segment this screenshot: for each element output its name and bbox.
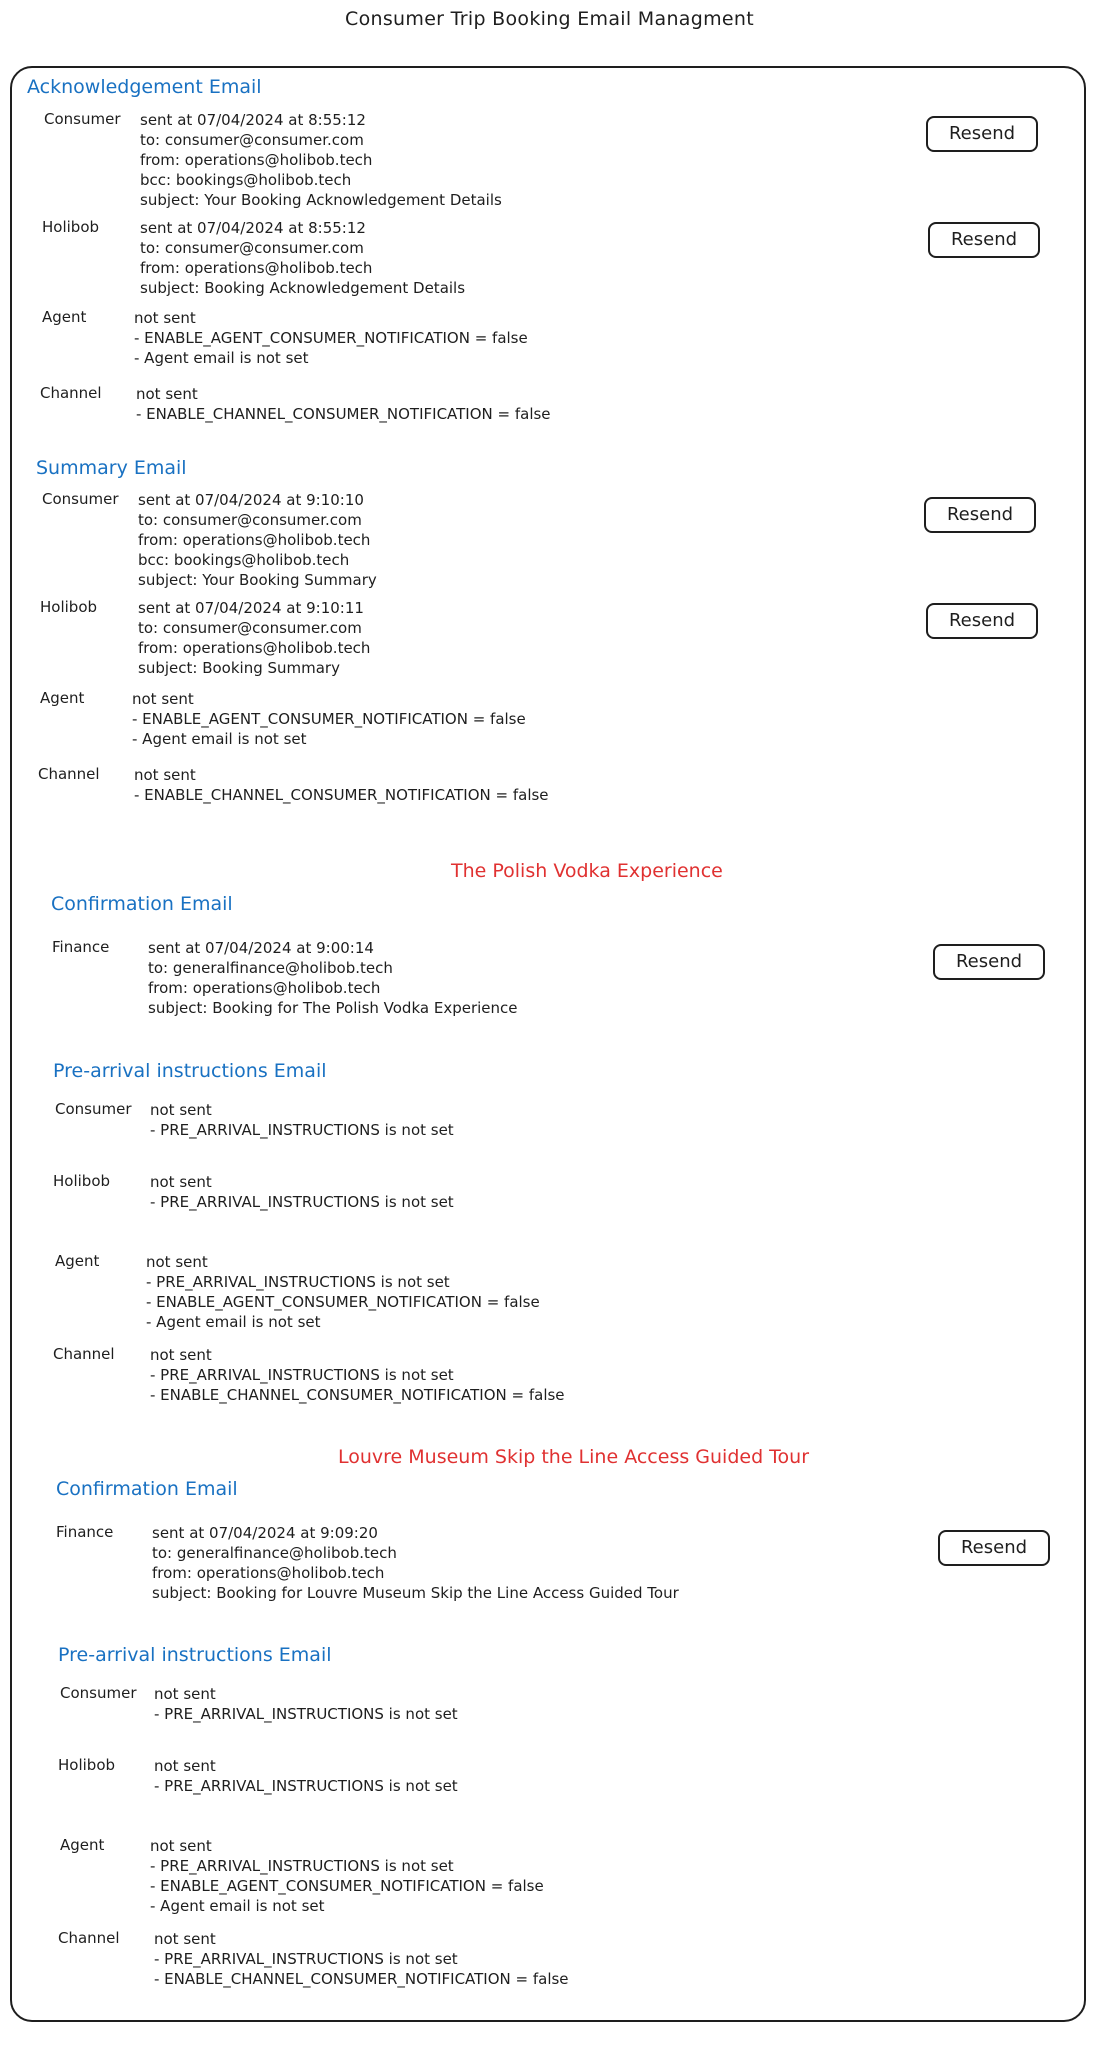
page-title: Consumer Trip Booking Email Managment: [345, 8, 754, 30]
resend-button-louvre-finance[interactable]: Resend: [938, 1530, 1050, 1566]
vodka-prearrival-holibob-details: [150, 1172, 454, 1212]
confirmation-email-title: Confirmation Email: [51, 893, 233, 915]
sent-status: not sent: [150, 1101, 212, 1119]
reason-line: - PRE_ARRIVAL_INSTRUCTIONS is not set: [154, 1705, 458, 1723]
reason-line: - PRE_ARRIVAL_INSTRUCTIONS is not set: [150, 1193, 454, 1211]
confirmation-email-title: Confirmation Email: [56, 1478, 238, 1500]
from-address: from: operations@holibob.tech: [138, 531, 371, 549]
recipient-role-agent: Agent: [40, 689, 85, 707]
subject-line: subject: Booking for The Polish Vodka Experience: [148, 999, 518, 1017]
to-address: to: consumer@consumer.com: [138, 511, 362, 529]
acknowledgement-holibob-details: [140, 218, 465, 298]
to-address: to: consumer@consumer.com: [140, 131, 364, 149]
resend-button-summary-consumer[interactable]: Resend: [924, 497, 1036, 533]
subject-line: subject: Booking for Louvre Museum Skip the Line Access Guided Tour: [152, 1584, 679, 1602]
sent-status: not sent: [134, 766, 196, 784]
recipient-role-holibob: Holibob: [40, 598, 98, 616]
acknowledgement-agent-details: [134, 308, 528, 368]
resend-button-vodka-finance[interactable]: Resend: [933, 944, 1045, 980]
sent-status: sent at 07/04/2024 at 8:55:12: [140, 111, 366, 129]
sent-status: sent at 07/04/2024 at 9:10:10: [138, 491, 364, 509]
louvre-prearrival-holibob-details: [154, 1756, 458, 1796]
reason-line: - Agent email is not set: [132, 730, 307, 748]
recipient-role-consumer: Consumer: [44, 110, 121, 128]
to-address: to: generalfinance@holibob.tech: [148, 959, 393, 977]
sent-status: not sent: [150, 1837, 212, 1855]
sent-status: not sent: [150, 1346, 212, 1364]
sent-status: sent at 07/04/2024 at 9:09:20: [152, 1524, 378, 1542]
resend-button-ack-holibob[interactable]: Resend: [928, 222, 1040, 258]
recipient-role-channel: Channel: [40, 384, 102, 402]
sent-status: not sent: [154, 1930, 216, 1948]
to-address: to: consumer@consumer.com: [138, 619, 362, 637]
reason-line: - ENABLE_CHANNEL_CONSUMER_NOTIFICATION = false: [136, 405, 551, 423]
to-address: to: consumer@consumer.com: [140, 239, 364, 257]
summary-holibob-details: [138, 598, 370, 678]
reason-line: - ENABLE_AGENT_CONSUMER_NOTIFICATION = false: [134, 329, 528, 347]
louvre-prearrival-agent-details: [150, 1836, 544, 1916]
recipient-role-channel: Channel: [58, 1929, 120, 1947]
sent-status: not sent: [134, 309, 196, 327]
subject-line: subject: Booking Summary: [138, 659, 340, 677]
reason-line: - PRE_ARRIVAL_INSTRUCTIONS is not set: [150, 1857, 454, 1875]
reason-line: - PRE_ARRIVAL_INSTRUCTIONS is not set: [150, 1121, 454, 1139]
recipient-role-holibob: Holibob: [53, 1172, 111, 1190]
resend-button-ack-consumer[interactable]: Resend: [926, 116, 1038, 152]
recipient-role-channel: Channel: [53, 1345, 115, 1363]
sent-status: sent at 07/04/2024 at 9:00:14: [148, 939, 374, 957]
prearrival-email-title: Pre-arrival instructions Email: [53, 1060, 327, 1082]
from-address: from: operations@holibob.tech: [140, 259, 373, 277]
reason-line: - ENABLE_CHANNEL_CONSUMER_NOTIFICATION = false: [150, 1386, 565, 1404]
recipient-role-consumer: Consumer: [60, 1684, 137, 1702]
louvre-confirmation-finance-details: [152, 1523, 679, 1603]
sent-status: not sent: [136, 385, 198, 403]
louvre-prearrival-channel-details: [154, 1929, 569, 1989]
resend-button-summary-holibob[interactable]: Resend: [926, 603, 1038, 639]
sent-status: not sent: [146, 1253, 208, 1271]
vodka-prearrival-consumer-details: [150, 1100, 454, 1140]
reason-line: - Agent email is not set: [146, 1313, 321, 1331]
product-title: Louvre Museum Skip the Line Access Guided Tour: [338, 1446, 810, 1468]
sent-status: not sent: [154, 1685, 216, 1703]
sent-status: not sent: [132, 690, 194, 708]
reason-line: - Agent email is not set: [150, 1897, 325, 1915]
sent-status: not sent: [154, 1757, 216, 1775]
reason-line: - PRE_ARRIVAL_INSTRUCTIONS is not set: [154, 1950, 458, 1968]
acknowledgement-email-title: Acknowledgement Email: [27, 76, 262, 98]
sent-status: sent at 07/04/2024 at 8:55:12: [140, 219, 366, 237]
from-address: from: operations@holibob.tech: [138, 639, 371, 657]
recipient-role-channel: Channel: [38, 765, 100, 783]
recipient-role-consumer: Consumer: [55, 1100, 132, 1118]
from-address: from: operations@holibob.tech: [148, 979, 381, 997]
recipient-role-finance: Finance: [52, 938, 110, 956]
to-address: to: generalfinance@holibob.tech: [152, 1544, 397, 1562]
subject-line: subject: Booking Acknowledgement Details: [140, 279, 466, 297]
reason-line: - PRE_ARRIVAL_INSTRUCTIONS is not set: [150, 1366, 454, 1384]
recipient-role-agent: Agent: [60, 1836, 105, 1854]
from-address: from: operations@holibob.tech: [140, 151, 373, 169]
summary-channel-details: [134, 765, 549, 805]
recipient-role-holibob: Holibob: [42, 218, 100, 236]
summary-agent-details: [132, 689, 526, 749]
bcc-address: bcc: bookings@holibob.tech: [140, 171, 352, 189]
recipient-role-agent: Agent: [55, 1252, 100, 1270]
from-address: from: operations@holibob.tech: [152, 1564, 385, 1582]
summary-consumer-details: [138, 490, 377, 590]
reason-line: - PRE_ARRIVAL_INSTRUCTIONS is not set: [154, 1777, 458, 1795]
vodka-prearrival-agent-details: [146, 1252, 540, 1332]
reason-line: - ENABLE_CHANNEL_CONSUMER_NOTIFICATION = false: [154, 1970, 569, 1988]
confirmation-finance-details: [148, 938, 518, 1018]
subject-line: subject: Your Booking Summary: [138, 571, 377, 589]
recipient-role-consumer: Consumer: [42, 490, 119, 508]
reason-line: - Agent email is not set: [134, 349, 309, 367]
summary-email-title: Summary Email: [36, 457, 187, 479]
acknowledgement-consumer-details: [140, 110, 502, 210]
prearrival-email-title: Pre-arrival instructions Email: [58, 1644, 332, 1666]
recipient-role-agent: Agent: [42, 308, 87, 326]
reason-line: - ENABLE_AGENT_CONSUMER_NOTIFICATION = false: [132, 710, 526, 728]
louvre-prearrival-consumer-details: [154, 1684, 458, 1724]
sent-status: not sent: [150, 1173, 212, 1191]
product-title: The Polish Vodka Experience: [451, 860, 723, 882]
bcc-address: bcc: bookings@holibob.tech: [138, 551, 350, 569]
recipient-role-finance: Finance: [56, 1523, 114, 1541]
subject-line: subject: Your Booking Acknowledgement Details: [140, 191, 502, 209]
reason-line: - ENABLE_AGENT_CONSUMER_NOTIFICATION = false: [146, 1293, 540, 1311]
reason-line: - PRE_ARRIVAL_INSTRUCTIONS is not set: [146, 1273, 450, 1291]
reason-line: - ENABLE_AGENT_CONSUMER_NOTIFICATION = false: [150, 1877, 544, 1895]
sent-status: sent at 07/04/2024 at 9:10:11: [138, 599, 364, 617]
acknowledgement-channel-details: [136, 384, 551, 424]
vodka-prearrival-channel-details: [150, 1345, 565, 1405]
recipient-role-holibob: Holibob: [58, 1756, 116, 1774]
reason-line: - ENABLE_CHANNEL_CONSUMER_NOTIFICATION = false: [134, 786, 549, 804]
